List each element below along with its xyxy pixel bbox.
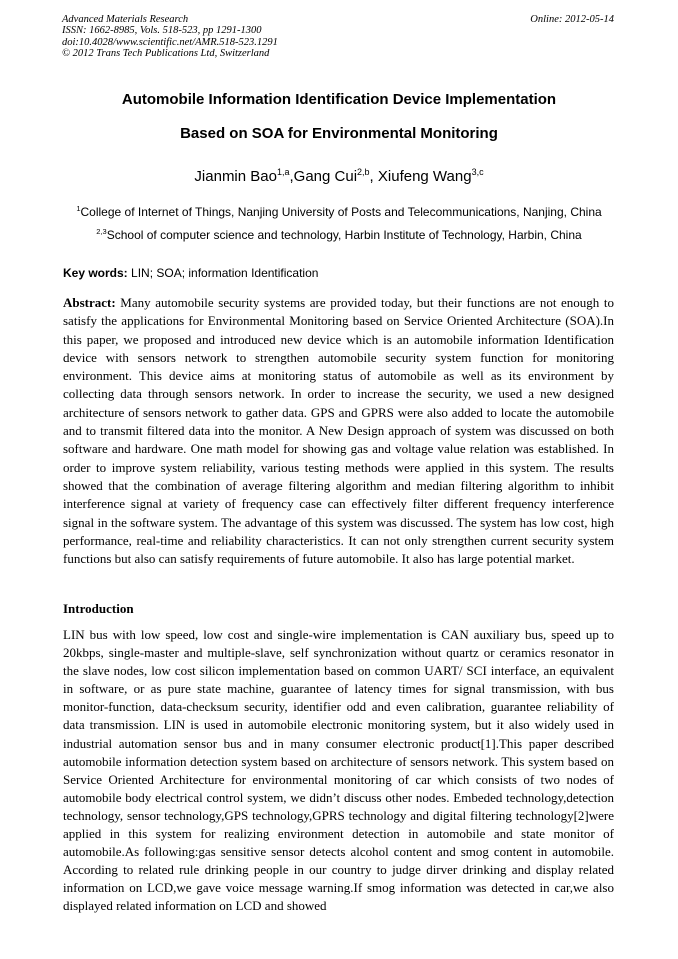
author-name: Xiufeng Wang (377, 168, 472, 185)
introduction-text: LIN bus with low speed, low cost and single-wire implementation is CAN auxiliary bus, speed up to 20kbps, single-master and multiple-slave, self synchronization without quartz or ceramics resonator in the slave nodes, low cost silicon implementation based on common UART/ SCI interface, an equivalent in software, or as pure state machine, guarantee of latency times for signal transmission, with bus monitor-function, data-checksum security, identifier odd and even calibration, guarantee reliability of data transmission. LIN is used in automobile electronic monitoring system, but it also widely used in industrial automation sensor bus and in many consumer electronic product[1].This paper described automobile information detection system based on architecture of sensors network. This system based on Service Oriented Architecture for environmental monitoring of car which consists of two nodes of automobile body electrical control system, we didn’t discuss other nodes. Embeded technology,detection technology, sensor technology,GPS technology,GPRS technology and digital filtering technology[2]were applied in this system for realizing environment detection in automobile and state monitor of automobile.As following:gas sensitive sensor detects alcohol content and smog content in automobile. According to related rule drinking people in our country to judge dirver drinking and display related information on LCD,we gave voice message warning.If smog information was detected in car,we also displayed related information on LCD and showed (63, 627, 614, 914)
paper-title-line-2: Based on SOA for Environmental Monitoring (180, 125, 498, 142)
keywords (63, 266, 318, 280)
affiliation-superscript: 1 (76, 204, 81, 213)
author-name: Jianmin Bao (194, 168, 277, 185)
keywords-label: Key words: (63, 266, 128, 280)
author-separator: , (289, 168, 294, 185)
doi-line: doi:10.4028/www.scientific.net/AMR.518-523.1291 (62, 36, 278, 48)
affiliation-text: College of Internet of Things, Nanjing University of Posts and Telecommunications, Nanjing, China (80, 205, 602, 219)
author-separator: , (369, 168, 378, 185)
abstract-label: Abstract: (63, 295, 116, 310)
online-date: Online: 2012-05-14 (530, 14, 614, 25)
introduction-heading: Introduction (63, 601, 134, 616)
journal-name: Advanced Materials Research (62, 14, 189, 25)
affiliation-1 (0, 205, 678, 219)
issn-line: ISSN: 1662-8985, Vols. 518-523, pp 1291-1300 (62, 25, 262, 37)
abstract-text: Many automobile security systems are provided today, but their functions are not enough to satisfy the applications for Environmental Monitoring based on Service Oriented Architecture (SOA).In this paper, we proposed and introduced new device which is an automobile information Identification device with sensors network to strengthen automobile security system function for monitoring environment. This device aims at monitoring status of automobile as well as its environment by collecting data through sensors network. In order to increase the security, we used a new designed architecture of sensors network to gather data. GPS and GPRS were also added to locate the automobile and to transmit filtered data into the monitor. A New Design approach of system was discussed on both software and hardware. One math model for showing gas and voltage value relation was established. In order to improve system reliability, various testing methods were applied in this system. The results showed that the combination of average filtering algorithm and median filtering algorithm to inhibit interference signal at variety of frequency case can effectively filter different frequency interference signal in the software system. The advantage of this system was discussed. The system has low cost, high performance, real-time and reliability characteristics. It can not only strengthen current security system functions but also can satisfy requirements of future automobile. It also has large potential market. (63, 295, 614, 567)
abstract (63, 294, 614, 568)
author-superscript: 1,a (276, 167, 290, 177)
paper-title-line-1: Automobile Information Identification Device Implementation (121, 91, 557, 108)
copyright-line: © 2012 Trans Tech Publications Ltd, Switzerland (62, 47, 270, 59)
author-list (0, 168, 678, 185)
author-superscript: 2,b (357, 167, 370, 177)
affiliation-superscript: 2,3 (96, 227, 107, 236)
journal-header (62, 14, 278, 59)
author-name: Gang Cui (293, 168, 358, 185)
keywords-text: LIN; SOA; information Identification (127, 266, 319, 280)
author-superscript: 3,c (471, 167, 484, 177)
affiliation-text: School of computer science and technology, Harbin Institute of Technology, Harbin, China (106, 228, 582, 242)
affiliation-2 (0, 228, 678, 242)
